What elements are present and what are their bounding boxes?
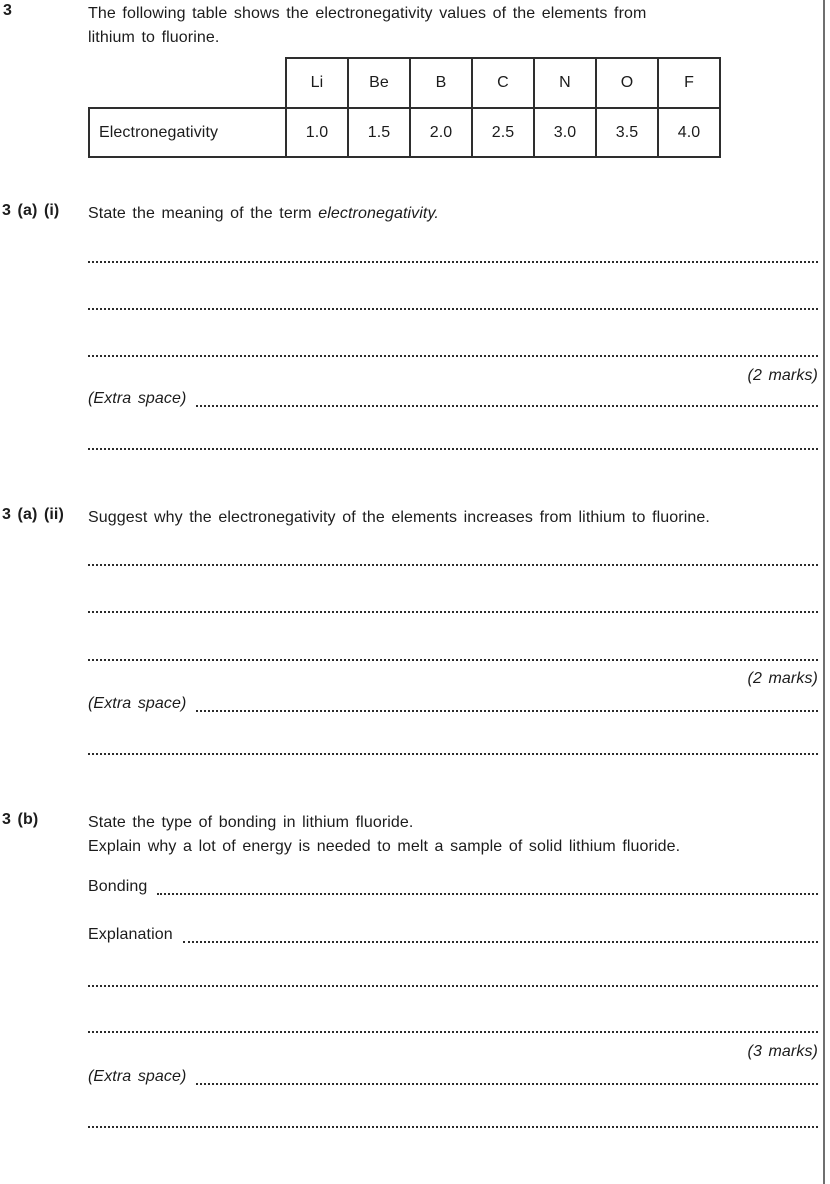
answer-line: [88, 355, 818, 357]
value-row: [89, 108, 720, 157]
row-label-cell: Electronegativity: [89, 108, 286, 157]
question-number: 3: [3, 2, 12, 19]
answer-line: [88, 308, 818, 310]
value-cell: 1.5: [348, 108, 410, 157]
value-cell: 2.0: [410, 108, 472, 157]
question-line-2: Explain why a lot of energy is needed to melt a sample of solid lithium fluoride.: [88, 838, 681, 855]
extra-space-label: (Extra space): [88, 695, 187, 712]
page-edge-line: [823, 0, 825, 1184]
explanation-label: Explanation: [88, 926, 173, 943]
question-text: State the meaning of the term: [88, 205, 319, 222]
value-cell: 2.5: [472, 108, 534, 157]
extra-space-label: (Extra space): [88, 390, 187, 407]
extra-space-row: [88, 390, 818, 410]
extra-space-line: [196, 405, 818, 407]
answer-line: [88, 261, 818, 263]
element-header-cell: Be: [348, 58, 410, 108]
answer-line: [88, 753, 818, 755]
extra-space-row: [88, 1068, 818, 1088]
section-a-ii-marker: 3 (a) (ii): [2, 506, 64, 523]
explanation-line: [183, 941, 818, 943]
empty-corner-cell: [89, 58, 286, 108]
value-cell: 3.0: [534, 108, 596, 157]
section-a-i-marker: 3 (a) (i): [2, 202, 60, 219]
extra-space-label: (Extra space): [88, 1068, 187, 1085]
answer-line: [88, 448, 818, 450]
value-cell: 4.0: [658, 108, 720, 157]
explanation-row: [88, 926, 818, 946]
section-a-i-question: [88, 202, 812, 226]
extra-space-line: [196, 710, 818, 712]
element-header-cell: C: [472, 58, 534, 108]
element-header-cell: B: [410, 58, 472, 108]
section-b-marker: 3 (b): [2, 811, 39, 828]
answer-line: [88, 611, 818, 613]
value-cell: 3.5: [596, 108, 658, 157]
intro-line-1: The following table shows the electronegativity values of the elements from: [88, 5, 647, 22]
electronegativity-table: [88, 57, 721, 158]
section-a-ii-question: Suggest why the electronegativity of the elements increases from lithium to fluorine.: [88, 509, 710, 526]
element-header-cell: N: [534, 58, 596, 108]
intro-line-2: lithium to fluorine.: [88, 29, 220, 46]
element-header-row: [89, 58, 720, 108]
bonding-line: [157, 893, 818, 895]
answer-line: [88, 985, 818, 987]
question-intro: [88, 2, 812, 50]
answer-line: [88, 659, 818, 661]
question-term-italic: electronegativity.: [318, 205, 439, 222]
element-header-cell: F: [658, 58, 720, 108]
question-line-1: State the type of bonding in lithium fluoride.: [88, 814, 414, 831]
section-b-question: [88, 811, 812, 859]
value-cell: 1.0: [286, 108, 348, 157]
bonding-row: [88, 878, 818, 898]
answer-line: [88, 1126, 818, 1128]
answer-line: [88, 1031, 818, 1033]
marks-label: (2 marks): [747, 670, 818, 687]
bonding-label: Bonding: [88, 878, 148, 895]
extra-space-row: [88, 695, 818, 715]
element-header-cell: Li: [286, 58, 348, 108]
extra-space-line: [196, 1083, 818, 1085]
answer-line: [88, 564, 818, 566]
marks-label: (3 marks): [747, 1043, 818, 1060]
marks-label: (2 marks): [747, 367, 818, 384]
element-header-cell: O: [596, 58, 658, 108]
